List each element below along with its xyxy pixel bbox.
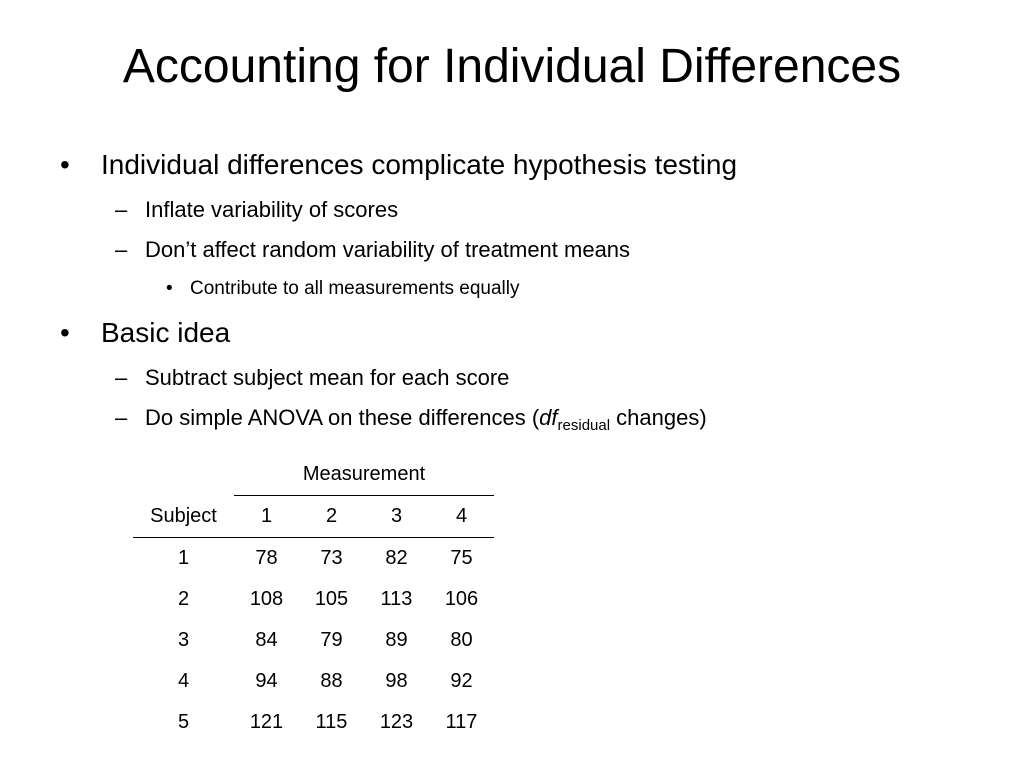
subbullet-text-post: changes): [610, 405, 707, 430]
table-cell: 115: [315, 711, 348, 733]
table-row: [133, 620, 494, 661]
table-header-row: [133, 496, 494, 538]
column-header: 4: [429, 496, 494, 538]
subbullet-subtract-mean: [115, 364, 510, 392]
bullet-marker: •: [60, 317, 70, 348]
dash-marker: –: [115, 197, 128, 222]
subject-cell: 4: [177, 670, 190, 692]
table-cell: 123: [379, 711, 414, 733]
subject-cell: 3: [177, 629, 190, 651]
table-cell: 82: [385, 547, 408, 569]
table-cell: 106: [444, 588, 479, 610]
table-cell: 84: [255, 629, 278, 651]
column-header: 3: [364, 496, 429, 538]
table-row: [133, 538, 494, 580]
table-cell: 108: [249, 588, 284, 610]
table-cell: 79: [320, 629, 343, 651]
subject-cell: 1: [177, 547, 190, 569]
measurement-group-header: Measurement: [234, 454, 494, 496]
table-cell: 98: [385, 670, 408, 692]
df-symbol: df: [539, 405, 558, 430]
table-cell: 80: [450, 629, 473, 651]
subbullet-text: Don’t affect random variability of treatment means: [145, 237, 631, 262]
table-cell: 105: [314, 588, 349, 610]
table-cell: 113: [380, 588, 413, 610]
subbullet-inflate-variability: [115, 196, 399, 224]
table-cell: 89: [385, 629, 408, 651]
subbullet-dont-affect: [115, 236, 631, 264]
table-row: [133, 579, 494, 620]
table-group-header-row: [133, 454, 494, 496]
measurement-table: [133, 454, 494, 743]
table-cell: 88: [320, 670, 343, 692]
subbullet-simple-anova: [115, 404, 707, 440]
bullet-individual-differences: [60, 148, 738, 182]
bullet-marker: •: [60, 149, 70, 180]
table-corner-cell: [133, 454, 234, 496]
bullet-text: Individual differences complicate hypothesis testing: [101, 149, 738, 180]
table-cell: 117: [445, 711, 478, 733]
dash-marker: –: [115, 405, 128, 430]
dash-marker: –: [115, 365, 128, 390]
subbullet-text-pre: Do simple ANOVA on these differences (: [145, 405, 540, 430]
table-cell: 78: [255, 547, 278, 569]
table-cell: 121: [249, 711, 284, 733]
subject-column-header: Subject: [133, 496, 234, 538]
table-cell: 94: [255, 670, 278, 692]
bullet-marker: •: [166, 278, 173, 299]
subsubbullet-text: Contribute to all measurements equally: [190, 278, 520, 299]
bullet-text: Basic idea: [101, 317, 231, 348]
column-header: 2: [299, 496, 364, 538]
dash-marker: –: [115, 237, 128, 262]
table-cell: 92: [450, 670, 473, 692]
subject-cell: 5: [177, 711, 190, 733]
subject-cell: 2: [177, 588, 190, 610]
slide-title: Accounting for Individual Differences: [122, 40, 902, 93]
column-header: 1: [234, 496, 299, 538]
subbullet-text: Subtract subject mean for each score: [145, 365, 510, 390]
table-cell: 73: [320, 547, 343, 569]
df-subscript: residual: [557, 417, 611, 434]
subbullet-text: Inflate variability of scores: [145, 197, 399, 222]
table-cell: 75: [450, 547, 473, 569]
subsubbullet-contribute: [166, 277, 520, 301]
table-row: [133, 661, 494, 702]
bullet-basic-idea: [60, 316, 231, 350]
table-row: [133, 702, 494, 743]
